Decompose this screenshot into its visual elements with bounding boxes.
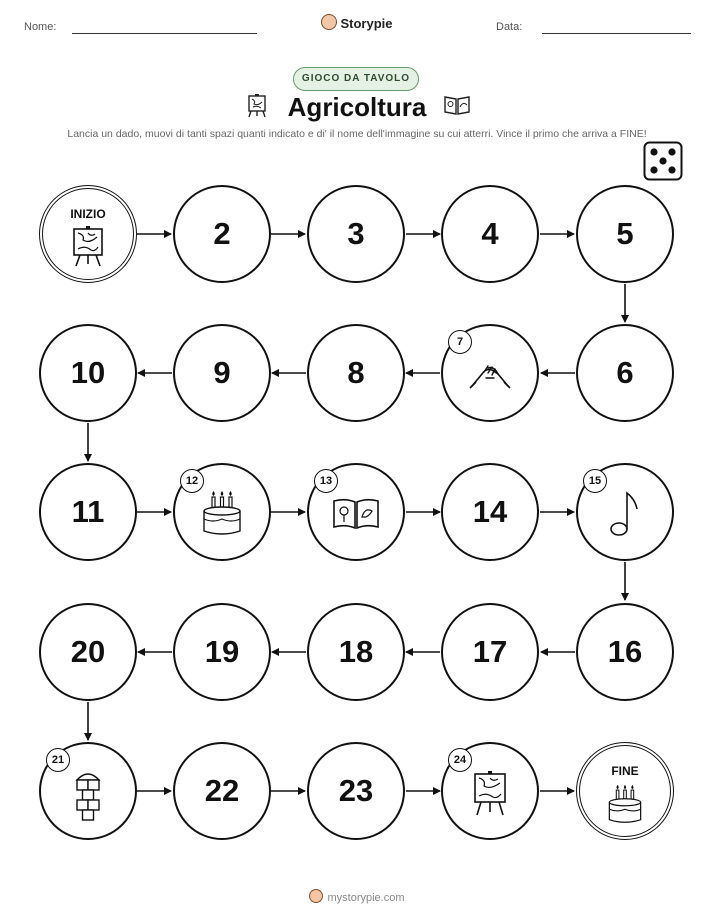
space-number: 4 [481,216,499,251]
space-number: 19 [204,634,240,669]
space-number: 16 [607,634,643,669]
space-number: 10 [70,355,106,390]
space-4[interactable] [441,185,539,283]
space-20[interactable] [39,603,137,701]
dice-icon [643,141,683,181]
music-note-icon [607,489,643,539]
space-21-number: 21 [46,748,70,772]
brand [0,14,714,31]
space-number: 2 [213,216,231,251]
page-title: Agricoltura [287,92,427,122]
space-number: 22 [204,773,240,808]
space-number: 6 [616,355,634,390]
space-14[interactable] [441,463,539,561]
space-number: 5 [616,216,634,251]
storypie-logo-icon [321,14,337,30]
space-number: 8 [347,355,365,390]
name-label: Nome: [24,21,57,33]
space-12-number: 12 [180,469,204,493]
birthday-cake-icon [199,489,245,537]
space-16[interactable] [576,603,674,701]
brand-text: Storypie [340,16,393,31]
space-number: 3 [347,216,365,251]
space-9[interactable] [173,324,271,422]
date-line[interactable] [542,33,691,34]
date-label: Data: [496,21,523,33]
open-book-icon [331,497,381,531]
space-10[interactable] [39,324,137,422]
footer [0,889,714,904]
easel-map-icon [71,225,105,267]
space-8[interactable] [307,324,405,422]
space-start[interactable] [39,185,137,283]
end-label: FINE [611,764,639,778]
space-13-number: 13 [314,469,338,493]
space-number: 14 [472,494,508,529]
birthday-cake-icon [605,782,645,826]
space-number: 18 [338,634,374,669]
space-23[interactable] [307,742,405,840]
space-end[interactable] [576,742,674,840]
handshake-icon [468,356,512,392]
space-2[interactable] [173,185,271,283]
space-18[interactable] [307,603,405,701]
game-type-badge: GIOCO DA TAVOLO [293,67,419,91]
space-6[interactable] [576,324,674,422]
space-17[interactable] [441,603,539,701]
space-24-number: 24 [448,748,472,772]
space-22[interactable] [173,742,271,840]
open-book-icon [443,93,471,117]
name-line[interactable] [72,33,257,34]
space-number: 20 [70,634,106,669]
hopscotch-icon [73,768,103,822]
storypie-logo-icon [309,889,323,903]
space-number: 11 [71,494,105,529]
space-7-number: 7 [448,330,472,354]
start-label: INIZIO [70,207,106,221]
space-number: 23 [338,773,374,808]
space-15-number: 15 [583,469,607,493]
space-19[interactable] [173,603,271,701]
easel-map-icon [472,770,508,816]
space-3[interactable] [307,185,405,283]
instructions: Lancia un dado, muovi di tanti spazi quanti indicato e di' il nome dell'immagine su cui atterri. Vince il primo che arriva a FINE! [67,128,647,140]
space-number: 9 [213,355,231,390]
space-number: 17 [472,634,508,669]
footer-url[interactable]: mystorypie.com [327,892,405,904]
space-11[interactable] [39,463,137,561]
space-5[interactable] [576,185,674,283]
